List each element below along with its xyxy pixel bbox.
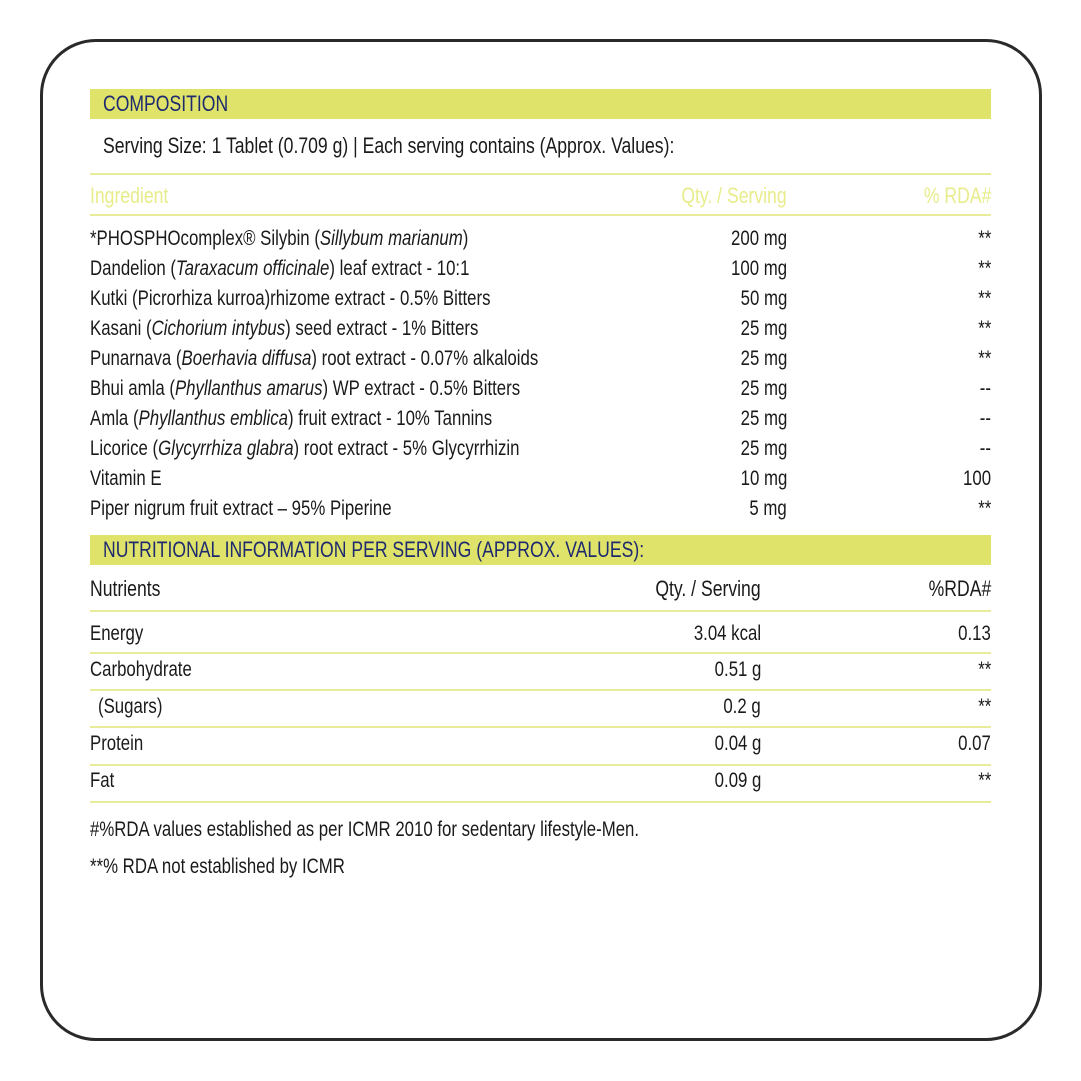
nutrition-qty-header: Qty. / Serving bbox=[655, 576, 761, 601]
divider bbox=[90, 610, 991, 612]
ingredient-qty: 25 mg bbox=[740, 437, 787, 460]
nutrition-rda-header: %RDA# bbox=[928, 576, 991, 601]
ingredient-rda: ** bbox=[977, 287, 991, 310]
nutrient-qty: 0.09 g bbox=[714, 769, 761, 792]
ingredient-qty: 10 mg bbox=[740, 467, 787, 490]
ingredient-rda: ** bbox=[977, 497, 991, 520]
ingredient-rda: -- bbox=[979, 377, 991, 400]
serving-info: Serving Size: 1 Tablet (0.709 g) | Each serving contains (Approx. Values): bbox=[103, 133, 675, 158]
ingredient-qty: 5 mg bbox=[749, 497, 787, 520]
ingredient-rda: ** bbox=[977, 227, 991, 250]
ingredient-qty: 200 mg bbox=[730, 227, 787, 250]
ingredient-name: Piper nigrum fruit extract – 95% Piperine bbox=[90, 497, 392, 520]
divider bbox=[90, 652, 991, 654]
ingredient-name: Bhui amla (Phyllanthus amarus) WP extract - 0.5% Bitters bbox=[90, 377, 521, 400]
divider bbox=[90, 764, 991, 766]
nutrient-header: Nutrients bbox=[90, 576, 161, 601]
divider bbox=[90, 726, 991, 728]
ingredient-name: Kutki (Picrorhiza kurroa)rhizome extract - 0.5% Bitters bbox=[90, 287, 491, 310]
qty-header: Qty. / Serving bbox=[681, 183, 787, 208]
ingredient-qty: 25 mg bbox=[740, 317, 787, 340]
divider bbox=[90, 689, 991, 691]
ingredient-name: Kasani (Cichorium intybus) seed extract - 1% Bitters bbox=[90, 317, 479, 340]
ingredient-name: Licorice (Glycyrrhiza glabra) root extract - 5% Glycyrrhizin bbox=[90, 437, 520, 460]
ingredient-name: Vitamin E bbox=[90, 467, 162, 490]
ingredient-rda: ** bbox=[977, 347, 991, 370]
ingredient-qty: 25 mg bbox=[740, 377, 787, 400]
nutrient-name: Carbohydrate bbox=[90, 658, 192, 681]
divider bbox=[90, 214, 991, 216]
nutrient-name: Protein bbox=[90, 732, 144, 755]
footnote-rda-basis: #%RDA values established as per ICMR 2010 for sedentary lifestyle-Men. bbox=[90, 818, 640, 841]
ingredient-rda: -- bbox=[979, 437, 991, 460]
ingredient-qty: 25 mg bbox=[740, 347, 787, 370]
divider bbox=[90, 801, 991, 803]
nutrient-rda: ** bbox=[977, 695, 991, 718]
footnote-rda-not-established: **% RDA not established by ICMR bbox=[90, 855, 345, 878]
rda-header: % RDA# bbox=[923, 183, 991, 208]
ingredient-qty: 25 mg bbox=[740, 407, 787, 430]
nutrient-name: Energy bbox=[90, 622, 144, 645]
nutrient-qty: 0.51 g bbox=[714, 658, 761, 681]
nutrition-title: NUTRITIONAL INFORMATION PER SERVING (APPROX. VALUES): bbox=[103, 537, 645, 562]
nutrient-rda: ** bbox=[977, 658, 991, 681]
ingredient-rda: ** bbox=[977, 317, 991, 340]
ingredient-name: Dandelion (Taraxacum officinale) leaf extract - 10:1 bbox=[90, 257, 470, 280]
nutrient-qty: 0.2 g bbox=[723, 695, 761, 718]
ingredient-qty: 100 mg bbox=[730, 257, 787, 280]
nutrient-rda: ** bbox=[977, 769, 991, 792]
ingredient-rda: -- bbox=[979, 407, 991, 430]
ingredient-name: *PHOSPHOcomplex® Silybin (Sillybum marianum) bbox=[90, 227, 469, 250]
divider bbox=[90, 173, 991, 175]
ingredient-name: Punarnava (Boerhavia diffusa) root extract - 0.07% alkaloids bbox=[90, 347, 539, 370]
nutrient-rda: 0.07 bbox=[958, 732, 991, 755]
nutrient-rda: 0.13 bbox=[958, 622, 991, 645]
nutrient-name: Fat bbox=[90, 769, 115, 792]
nutrient-qty: 3.04 kcal bbox=[693, 622, 761, 645]
ingredient-rda: 100 bbox=[962, 467, 991, 490]
ingredient-header: Ingredient bbox=[90, 183, 169, 208]
nutrient-qty: 0.04 g bbox=[714, 732, 761, 755]
ingredient-rda: ** bbox=[977, 257, 991, 280]
nutrient-name: (Sugars) bbox=[98, 695, 163, 718]
ingredient-name: Amla (Phyllanthus emblica) fruit extract - 10% Tannins bbox=[90, 407, 493, 430]
composition-title: COMPOSITION bbox=[103, 91, 229, 116]
ingredient-qty: 50 mg bbox=[740, 287, 787, 310]
